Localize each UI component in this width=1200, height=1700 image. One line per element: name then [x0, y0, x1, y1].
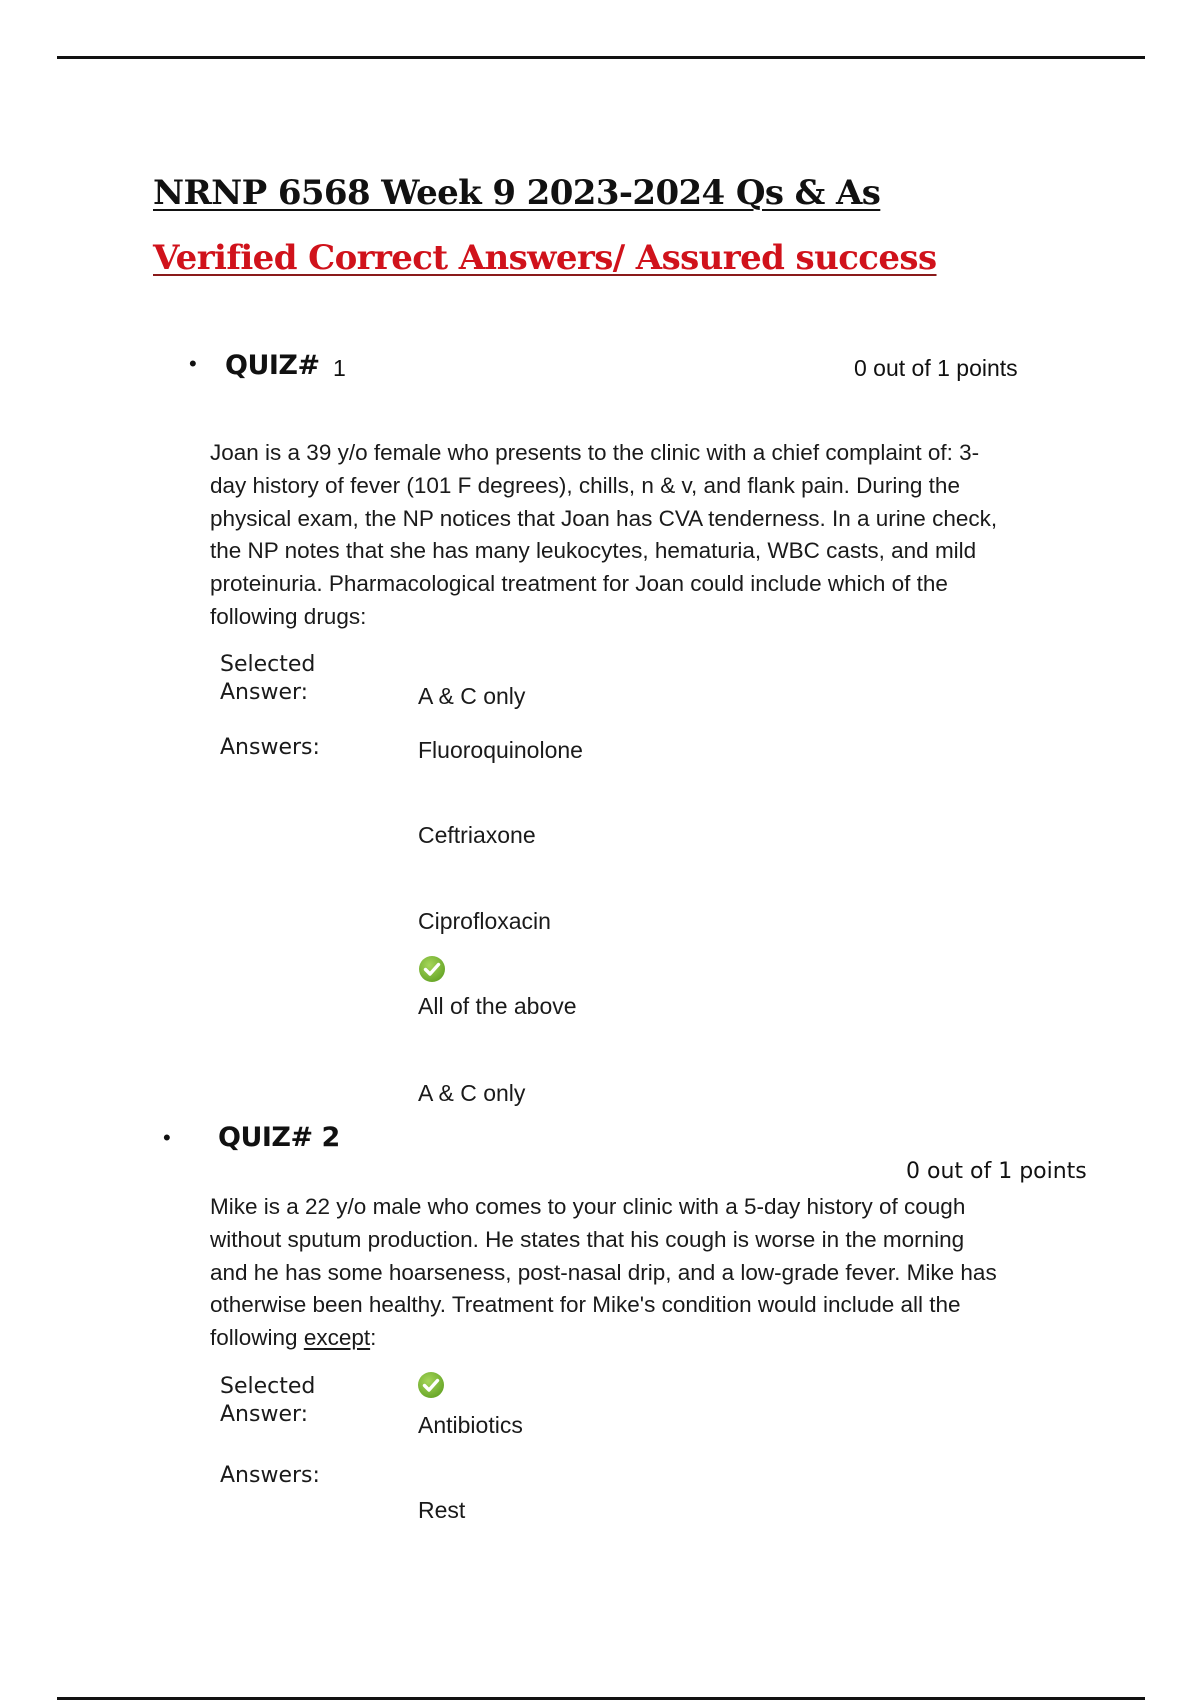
answer-option: Rest — [418, 1497, 466, 1523]
quiz-points: 0 out of 1 points — [906, 1159, 1087, 1184]
selected-answer-value: A & C only — [418, 683, 526, 709]
answer-option-correct: All of the above — [418, 993, 577, 1019]
question-line: the NP notes that she has many leukocytes, hematuria, WBC casts, and mild — [210, 538, 977, 564]
question-text — [210, 437, 1110, 634]
quiz-label — [218, 1122, 340, 1153]
label-line: Answer: — [220, 1402, 309, 1427]
question-line — [210, 1322, 1110, 1355]
quiz-label-text: QUIZ# — [218, 1122, 313, 1153]
quiz-label: QUIZ# — [225, 350, 320, 381]
answer-option: Fluoroquinolone — [418, 737, 583, 763]
quiz-number: 2 — [321, 1122, 340, 1153]
document-title: NRNP 6568 Week 9 2023-2024 Qs & As — [153, 173, 881, 213]
question-line: day history of fever (101 F degrees), chills, n & v, and flank pain. During the — [210, 472, 960, 498]
label-line: Selected — [220, 1374, 316, 1399]
bullet-icon: • — [189, 351, 197, 376]
quiz-points: 0 out of 1 points — [854, 355, 1018, 381]
question-line: Joan is a 39 y/o female who presents to the clinic with a chief complaint of: 3- — [210, 440, 980, 465]
answer-option: Ciprofloxacin — [418, 908, 551, 934]
question-line: without sputum production. He states that his cough is worse in the morning — [210, 1226, 965, 1252]
answer-option: A & C only — [418, 1080, 526, 1106]
question-text-fragment: : — [370, 1325, 377, 1351]
question-line: proteinuria. Pharmacological treatment for Joan could include which of the — [210, 571, 948, 597]
selected-answer-label — [220, 651, 315, 707]
answer-option: Ceftriaxone — [418, 822, 536, 848]
question-line: physical exam, the NP notices that Joan has CVA tenderness. In a urine check, — [210, 505, 998, 531]
check-circle-icon — [418, 955, 446, 983]
question-line: Mike is a 22 y/o male who comes to your clinic with a 5-day history of cough — [210, 1194, 966, 1219]
question-line: and he has some hoarseness, post-nasal drip, and a low-grade fever. Mike has — [210, 1259, 997, 1285]
question-line: otherwise been healthy. Treatment for Mike's condition would include all the — [210, 1292, 961, 1318]
question-text — [210, 1191, 1110, 1355]
selected-answer-label — [220, 1373, 315, 1429]
emphasis-except: except — [303, 1325, 371, 1351]
label-line: Answer: — [220, 680, 309, 705]
selected-answer-value: Antibiotics — [418, 1412, 523, 1438]
quiz-number: 1 — [333, 355, 346, 381]
answers-label: Answers: — [220, 735, 320, 760]
document-subtitle: Verified Correct Answers/ Assured success — [153, 238, 937, 278]
label-line: Selected — [220, 652, 316, 677]
question-text-fragment: following — [210, 1325, 304, 1351]
top-page-rule — [57, 56, 1145, 59]
bullet-icon: • — [163, 1125, 171, 1150]
question-line: following drugs: — [210, 603, 367, 629]
check-circle-icon — [417, 1371, 445, 1399]
answers-label: Answers: — [220, 1463, 320, 1488]
